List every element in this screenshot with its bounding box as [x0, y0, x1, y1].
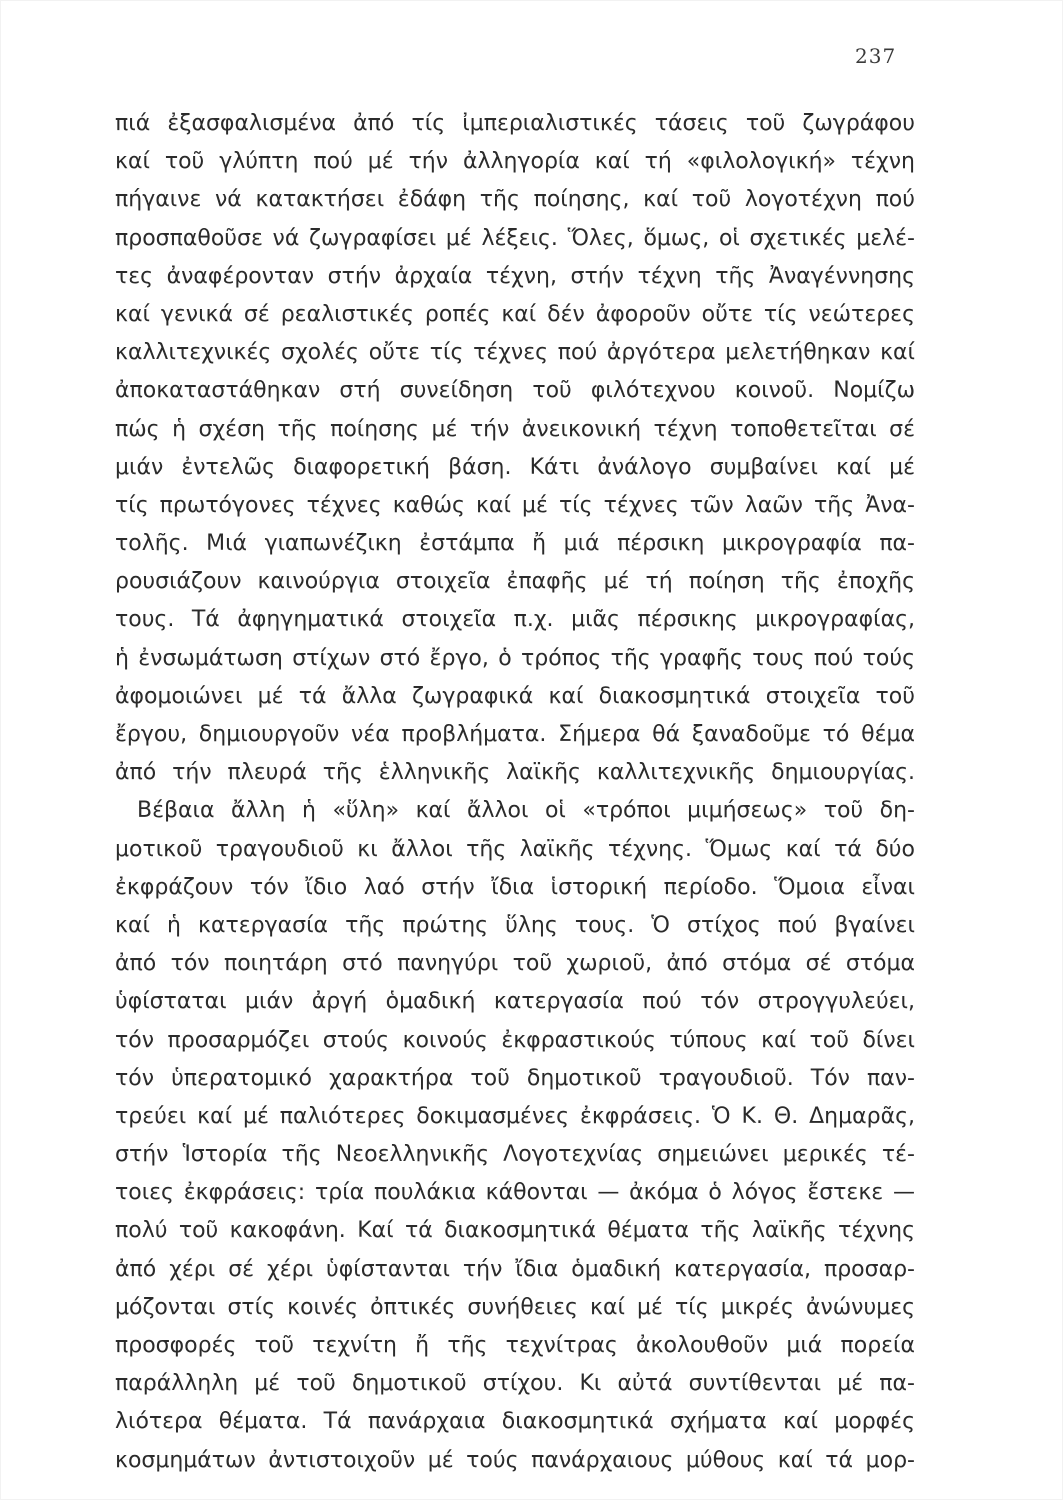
text-line: ἀπό τόν ποιητάρη στό πανηγύρι τοῦ χωριοῦ, ἀπό στόμα σέ στόμα [115, 951, 915, 977]
text-line: κοσμημάτων ἀντιστοιχοῦν μέ τούς πανάρχαιους μύθους καί τά μορ- [115, 1447, 915, 1473]
text-line: ἔργου, δημιουργοῦν νέα προβλήματα. Σήμερα θά ξαναδοῦμε τό θέμα [115, 722, 915, 747]
text-line: καί γενικά σέ ρεαλιστικές ροπές καί δέν ἀφοροῦν οὔτε τίς νεώτερες [115, 301, 915, 327]
text-line: μιάν ἐντελῶς διαφορετική βάση. Κάτι ἀνάλογο συμβαίνει καί μέ [115, 454, 915, 480]
text-line: ἀπό τήν πλευρά τῆς ἑλληνικῆς λαϊκῆς καλλιτεχνικῆς δημιουργίας. [115, 760, 915, 786]
text-line: προσφορές τοῦ τεχνίτη ἤ τῆς τεχνίτρας ἀκολουθοῦν μιά πορεία [115, 1333, 915, 1358]
body-text [115, 105, 915, 1480]
text-line: τολῆς. Μιά γιαπωνέζικη ἐστάμπα ἤ μιά πέρσικη μικρογραφία πα- [115, 531, 915, 557]
text-line: πολύ τοῦ κακοφάνη. Καί τά διακοσμητικά θέματα τῆς λαϊκῆς τέχνης [115, 1218, 915, 1244]
text-line: πώς ἡ σχέση τῆς ποίησης μέ τήν ἀνεικονική τέχνη τοποθετεῖται σέ [115, 416, 915, 442]
text-line: ἡ ἐνσωμάτωση στίχων στό ἔργο, ὁ τρόπος τῆς γραφῆς τους πού τούς [115, 645, 915, 671]
text-line: πήγαινε νά κατακτήσει ἐδάφη τῆς ποίησης, καί τοῦ λογοτέχνη πού [115, 187, 915, 213]
text-line: παράλληλη μέ τοῦ δημοτικοῦ στίχου. Κι αὐτά συντίθενται μέ πα- [115, 1371, 915, 1397]
text-line: τίς πρωτόγονες τέχνες καθώς καί μέ τίς τέχνες τῶν λαῶν τῆς Ἀνα- [115, 492, 915, 518]
text-line: ἐκφράζουν τόν ἴδιο λαό στήν ἴδια ἱστορική περίοδο. Ὅμοια εἶναι [115, 874, 915, 900]
text-line: λιότερα θέματα. Τά πανάρχαια διακοσμητικά σχήματα καί μορφές [115, 1409, 915, 1435]
text-line: ὑφίσταται μιάν ἀργή ὁμαδική κατεργασία πού τόν στρογγυλεύει, [115, 989, 915, 1015]
text-line: τόν ὑπερατομικό χαρακτήρα τοῦ δημοτικοῦ τραγουδιοῦ. Τόν παν- [115, 1065, 915, 1091]
text-line: πιά ἐξασφαλισμένα ἀπό τίς ἰμπεριαλιστικές τάσεις τοῦ ζωγράφου [115, 111, 915, 136]
text-line: ἀποκαταστάθηκαν στή συνείδηση τοῦ φιλότεχνου κοινοῦ. Νομίζω [115, 378, 915, 404]
text-line: τρεύει καί μέ παλιότερες δοκιμασμένες ἐκφράσεις. Ὁ Κ. Θ. Δημαρᾶς, [115, 1103, 915, 1129]
text-line: μοτικοῦ τραγουδιοῦ κι ἄλλοι τῆς λαϊκῆς τέχνης. Ὅμως καί τά δύο [115, 836, 915, 862]
text-line: καί τοῦ γλύπτη πού μέ τήν ἀλληγορία καί τή «φιλολογική» τέχνη [115, 149, 915, 175]
text-line: προσπαθοῦσε νά ζωγραφίσει μέ λέξεις. Ὅλες, ὅμως, οἱ σχετικές μελέ- [115, 225, 915, 251]
text-line: καί ἡ κατεργασία τῆς πρώτης ὕλης τους. Ὁ στίχος πού βγαίνει [115, 912, 915, 938]
page-number: 237 [855, 44, 897, 68]
text-line: ἀφομοιώνει μέ τά ἄλλα ζωγραφικά καί διακοσμητικά στοιχεῖα τοῦ [115, 683, 915, 709]
text-line: ἀπό χέρι σέ χέρι ὑφίστανται τήν ἴδια ὁμαδική κατεργασία, προσαρ- [115, 1256, 915, 1282]
text-line: καλλιτεχνικές σχολές οὔτε τίς τέχνες πού ἀργότερα μελετήθηκαν καί [115, 340, 915, 366]
text-line: τες ἀναφέρονταν στήν ἀρχαία τέχνη, στήν τέχνη τῆς Ἀναγέννησης [115, 263, 915, 289]
text-line: μόζονται στίς κοινές ὀπτικές συνήθειες καί μέ τίς μικρές ἀνώνυμες [115, 1294, 915, 1320]
text-line: στήν Ἱστορία τῆς Νεοελληνικῆς Λογοτεχνίας σημειώνει μερικές τέ- [115, 1142, 915, 1168]
text-line: ρουσιάζουν καινούργια στοιχεῖα ἐπαφῆς μέ τή ποίηση τῆς ἐποχῆς [115, 569, 915, 595]
paragraph-start-line: Βέβαια ἄλλη ἡ «ὕλη» καί ἄλλοι οἱ «τρόποι μιμήσεως» τοῦ δη- [137, 798, 915, 824]
text-line: τόν προσαρμόζει στούς κοινούς ἐκφραστικούς τύπους καί τοῦ δίνει [115, 1027, 915, 1053]
text-line: τοιες ἐκφράσεις: τρία πουλάκια κάθονται — ἀκόμα ὁ λόγος ἔστεκε — [115, 1180, 915, 1206]
text-line: τους. Τά ἀφηγηματικά στοιχεῖα π.χ. μιᾶς πέρσικης μικρογραφίας, [115, 607, 915, 633]
